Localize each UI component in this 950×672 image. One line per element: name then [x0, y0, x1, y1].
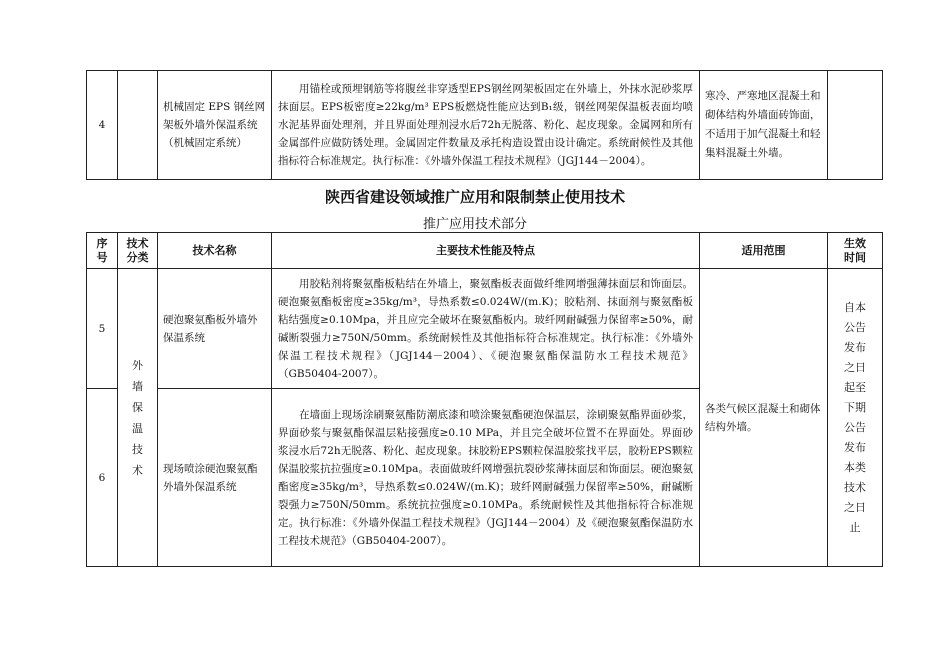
effective-cell — [828, 269, 883, 567]
page-title: 陕西省建设领域推广应用和限制禁止使用技术 — [324, 188, 625, 206]
category-cell — [118, 269, 158, 567]
tech-features: 用锚栓或预埋钢筋等将腹丝非穿透型EPS钢丝网架板固定在外墙上，外抹水泥砂浆厚抹面层。EPS板密度≥22kg/m³ EPS板燃烧性能应达到B₁级，钢丝网架保温板表面均喷水泥基界面处理剂，并且界面处理剂浸水后72h无脱落、粉化、起皮现象。金属网和所有金属部件应做防锈处理。金属固定件数量及承托构造设置由设计确定。系统耐候性及其他指标符合标准规定。执行标准：《外墙外保温工程技术规程》（JGJ144－2004）。 — [272, 71, 700, 180]
row-number: 4 — [87, 71, 118, 180]
tech-scope: 寒冷、严寒地区混凝土和砌体结构外墙面砖饰面，不适用于加气混凝土和轻集料混凝土外墙。 — [700, 71, 828, 180]
row-number: 5 — [87, 269, 118, 389]
section-subtitle: 推广应用技术部分 — [422, 217, 527, 232]
header-name: 技术名称 — [158, 233, 272, 269]
header-category: 技术分类 — [118, 233, 158, 269]
table-row — [87, 269, 883, 389]
row-category — [118, 71, 158, 180]
scope-cell: 各类气候区混凝土和砌体结构外墙。 — [700, 269, 828, 567]
tech-features: 在墙面上现场涂刷聚氨酯防潮底漆和喷涂聚氨酯硬泡保温层，涂刷聚氨酯界面砂浆，界面砂浆与聚氨酯保温层粘接强度≥0.10 MPa，并且完全破坏位置不在界面处。界面砂浆浸水后72h无脱落、粉化、起皮现象。抹胶粉EPS颗粒保温胶浆找平层，胶粉EPS颗粒保温胶浆抗拉强度≥0.10Mpa。表面做玻纤网增强抗裂砂浆薄抹面层和饰面层。硬泡聚氨酯密度≥35kg/m³，导热系数≤0.024W/(m.K)；玻纤网耐碱强力保留率≥50%，耐碱断裂强力≥750N/50mm。系统抗拉强度≥0.10MPa。系统耐候性及其他指标符合标准规定。执行标准：《外墙外保温工程技术规程》（JGJ144－2004）及《硬泡聚氨酯保温防水工程技术规范》（GB50404-2007）。 — [272, 389, 700, 567]
header-row — [87, 233, 883, 269]
effective-time — [828, 71, 883, 180]
header-scope: 适用范围 — [700, 233, 828, 269]
tech-name: 硬泡聚氨酯板外墙外保温系统 — [158, 269, 272, 389]
row-number: 6 — [87, 389, 118, 567]
tech-name: 机械固定 EPS 钢丝网架板外墙外保温系统（机械固定系统） — [158, 71, 272, 180]
header-no: 序号 — [87, 233, 118, 269]
main-table — [86, 232, 883, 567]
effective-label: 自本公告发布之日起至下期公告发布本类技术之日止 — [844, 300, 866, 534]
header-features: 主要技术性能及特点 — [272, 233, 700, 269]
tech-features: 用胶粘剂将聚氨酯板粘结在外墙上，聚氨酯板表面做纤维网增强薄抹面层和饰面层。硬泡聚氨酯板密度≥35kg/m³，导热系数≤0.024W/(m.K)；胶粘剂、抹面剂与聚氨酯板粘结强度≥0.10Mpa，并且应完全破坏在聚氨酯板内。玻纤网耐碱强力保留率≥50%，耐碱断裂强力≥750N/50mm。系统耐候性及其他指标符合标准规定。执行标准：《外墙外保温工程技术规程》（JGJ144－2004）、《硬泡聚氨酯保温防水工程技术规范》（GB50404-2007）。 — [272, 269, 700, 389]
top-table — [86, 70, 883, 180]
category-label: 外墙保温技术 — [132, 358, 143, 477]
header-effective: 生效时间 — [828, 233, 883, 269]
table-row — [87, 71, 883, 180]
tech-name: 现场喷涂硬泡聚氨酯外墙外保温系统 — [158, 389, 272, 567]
